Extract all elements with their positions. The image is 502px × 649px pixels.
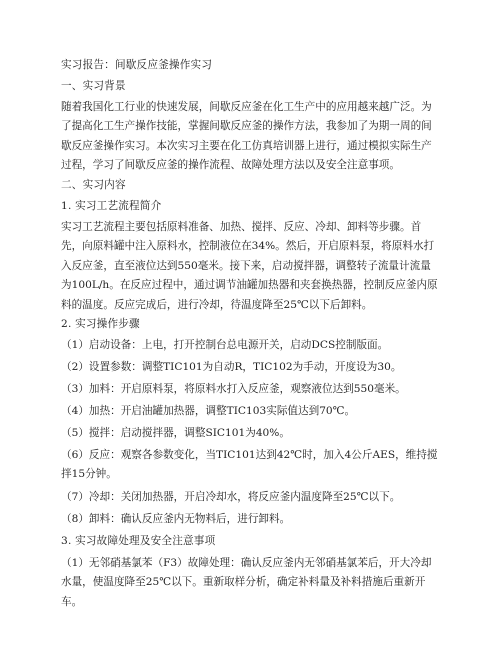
document-title: 实习报告：间歇反应釜操作实习 bbox=[61, 59, 213, 71]
section2-heading: 二、实习内容 bbox=[61, 179, 126, 191]
step-item: （6）反应：观察各参数变化，当TIC101达到42℃时，加入4公斤AES，维持搅拌15分钟。 bbox=[61, 449, 438, 481]
step-item: （4）加热：开启油罐加热器，调整TIC103实际值达到70℃。 bbox=[61, 405, 356, 417]
step-item: （1）启动设备：上电，打开控制台总电源开关，启动DCS控制版面。 bbox=[61, 339, 389, 351]
sub1-heading: 1. 实习工艺流程简介 bbox=[61, 200, 162, 212]
step-item: （3）加料：开启原料泵，将原料水打入反应釜，观察液位达到550毫米。 bbox=[61, 383, 406, 395]
step-item: （8）卸料：确认反应釜内无物料后，进行卸料。 bbox=[61, 513, 291, 525]
section1-body: 随着我国化工行业的快速发展，间歇反应釜在化工生产中的应用越来越广泛。为了提高化工生产操作技能，掌握间歇反应釜的操作方法，我参加了为期一周的间歇反应釜操作实习。本次实习主要在化工仿真培训器上进行，通过模拟实际生产过程，学习了间歇反应釜的操作流程、故障处理方法以及安全注意事项。 bbox=[61, 101, 432, 172]
step-item: （5）搅拌：启动搅拌器，调整SIC101为40%。 bbox=[61, 427, 290, 439]
step-item: （2）设置参数：调整TIC101为自动R，TIC102为手动，开度设为30。 bbox=[61, 361, 402, 373]
sub2-heading: 2. 实习操作步骤 bbox=[61, 318, 140, 330]
sub3-item: （1）无邻硝基氯苯（F3）故障处理：确认反应釜内无邻硝基氯苯后，开大冷却水量，使温度降至25℃以下。重新取样分析，确定补料量及补料措施后重新开车。 bbox=[61, 557, 432, 608]
step-item: （7）冷却：关闭加热器，开启冷却水，将反应釜内温度降至25℃以下。 bbox=[61, 491, 401, 503]
sub3-heading: 3. 实习故障处理及安全注意事项 bbox=[61, 535, 216, 547]
section1-heading: 一、实习背景 bbox=[61, 80, 126, 92]
sub1-body: 实习工艺流程主要包括原料准备、加热、搅拌、反应、冷却、卸料等步骤。首先，向原料罐中注入原料水，控制液位在34%。然后，开启原料泵，将原料水打入反应釜，直至液位达到550毫米。接下来，启动搅拌器，调整转子流量计流量为100L/h。在反应过程中，通过调节油罐加热器和夹套换热器，控制反应釜内原料的温度。反应完成后，进行冷却，待温度降至25℃以下后卸料。 bbox=[61, 221, 438, 311]
